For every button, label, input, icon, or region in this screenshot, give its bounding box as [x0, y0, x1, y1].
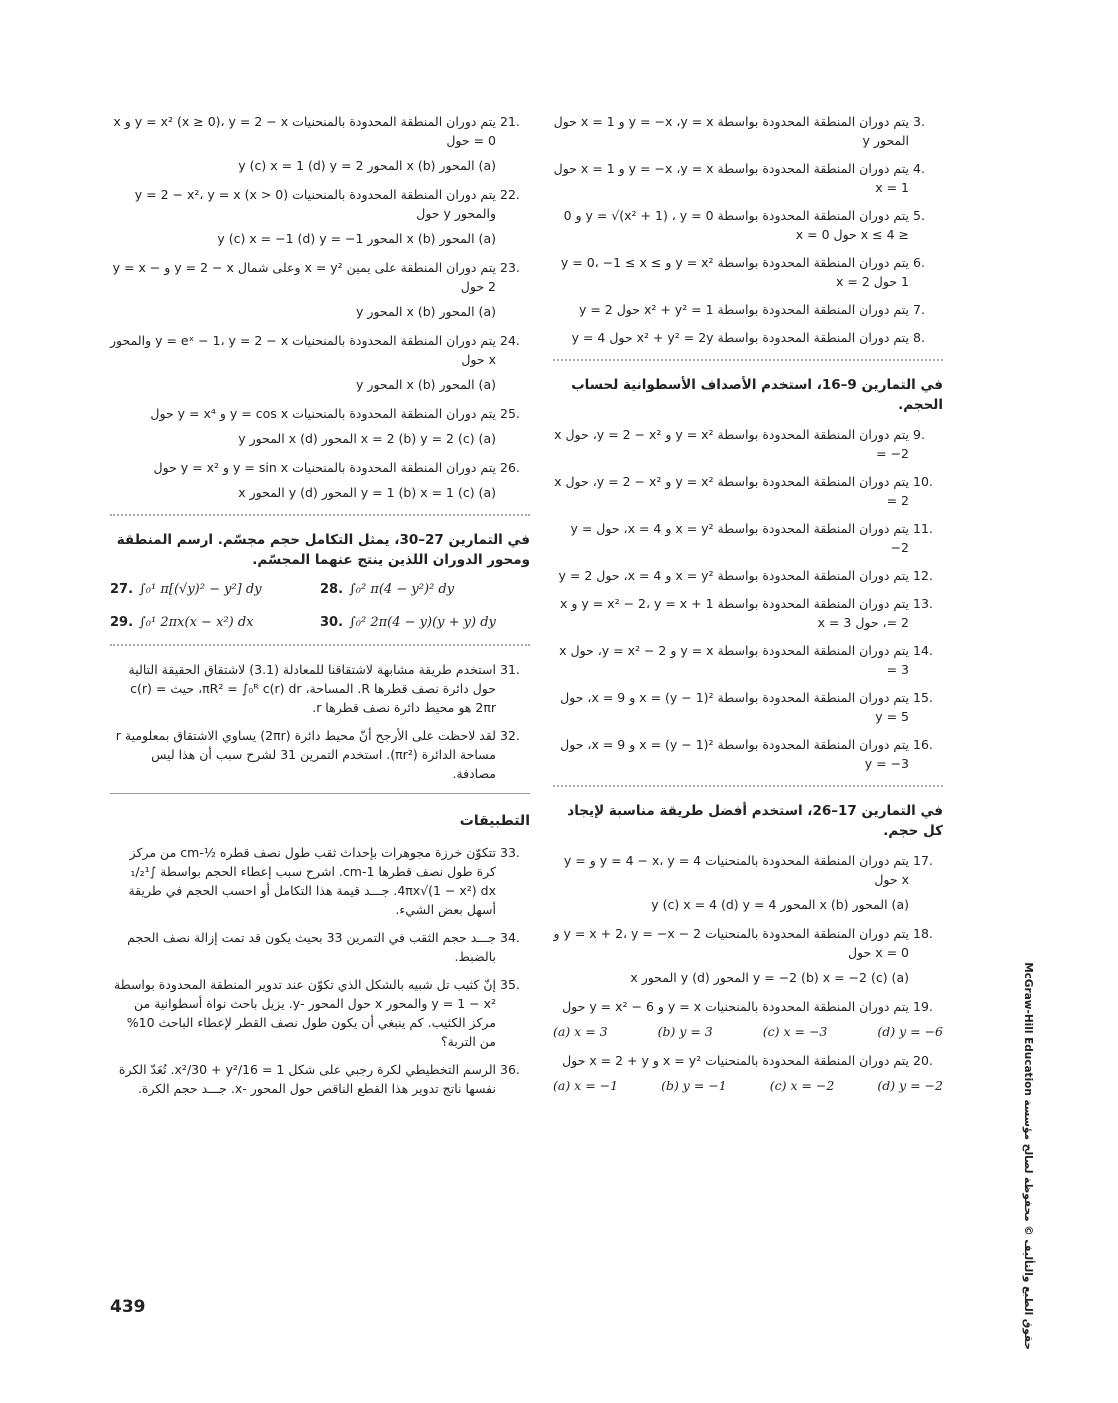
side-copyright: حقوق الطبع والتأليف © محفوظة لصالح مؤسسة McGraw-Hill Education	[1022, 962, 1034, 1350]
exercise-34	[110, 928, 530, 966]
option-b: (b) y = 3	[657, 1024, 713, 1039]
exercise-13	[553, 594, 943, 632]
exercise-number: 30.	[320, 615, 344, 630]
integral-exercises	[110, 580, 530, 632]
exercise-number: 20.	[913, 1053, 933, 1068]
exercise-number: 3.	[913, 114, 925, 129]
option-d: (d) y = −2	[877, 1078, 943, 1093]
applications-title: التطبيقات	[459, 813, 530, 829]
exercise-text: يتم دوران المنطقة المحدودة بواسطة x² + y² = 1 حول y = 2	[578, 302, 909, 317]
exercise-number: 16.	[913, 737, 933, 752]
exercise-18-options: (a) y = −2 (b) x = −2 (c) المحور y (d) المحور x	[630, 970, 909, 985]
right-column	[553, 112, 943, 1105]
exercise-25-options: (a) x = 2 (b) y = 2 (c) المحور x (d) المحور y	[238, 431, 496, 446]
exercise-21	[110, 112, 530, 150]
exercise-text: يتم دوران المنطقة المحدودة بواسطة x = y² و x = 4، حول y = −2	[570, 521, 909, 555]
exercise-number: 21.	[500, 114, 520, 129]
exercise-number: 34.	[500, 930, 520, 945]
integral-expression: ∫₀² π(4 − y²)² dy	[349, 582, 455, 597]
exercise-10	[553, 472, 943, 510]
exercise-number: 8.	[913, 330, 925, 345]
exercise-number: 32.	[500, 728, 520, 743]
option-c: (c) x = −2	[769, 1078, 835, 1093]
exercise-number: 24.	[500, 333, 520, 348]
exercise-text: تتكوّن خرزة مجوهرات بإحداث ثقب طول نصف قطره ½-cm من مركز كرة طول نصف قطرها 1-cm. اشرح سبب إعطاء الحجم بواسطة ∫₁/₂¹ 4πx√(1 − x²) dx. جـــد قيمة هذا التكامل أو احسب الحجم في طريقة أسهل بعض الشيء.	[128, 845, 496, 917]
exercise-text: يتم دوران المنطقة المحدودة بالمنحنيات y = eˣ − 1، y = 2 − x والمحور x حول	[110, 333, 496, 367]
dotted-divider	[110, 514, 530, 516]
dotted-divider	[110, 644, 530, 646]
exercise-number: 31.	[500, 662, 520, 677]
exercise-number: 12.	[913, 568, 933, 583]
exercise-number: 22.	[500, 187, 520, 202]
exercise-text: يتم دوران المنطقة المحدودة بالمنحنيات y = x و y = x² − 6 حول	[562, 999, 909, 1014]
exercise-19	[553, 997, 943, 1016]
exercise-text: يتم دوران المنطقة المحدودة بواسطة x² + y² = 2y حول y = 4	[571, 330, 909, 345]
exercise-20	[553, 1051, 943, 1070]
exercise-number: 15.	[913, 690, 933, 705]
exercise-17-options: (a) المحور x (b) المحور y (c) x = 4 (d) y = 4	[651, 897, 909, 912]
exercise-number: 11.	[913, 521, 933, 536]
exercise-text: يتم دوران المنطقة المحدودة بالمنحنيات y = 4 − x، y = 4 و y = x حول	[563, 853, 909, 887]
section-divider	[110, 793, 530, 794]
exercise-24-options: (a) المحور x (b) المحور y	[356, 377, 496, 392]
exercise-text: يتم دوران المنطقة المحدودة بواسطة x = (y − 1)² و x = 9، حول y = 5	[560, 690, 909, 724]
exercise-group-a	[553, 112, 943, 347]
exercise-35	[110, 975, 530, 1051]
exercise-17	[553, 851, 943, 889]
exercise-text: يتم دوران المنطقة المحدودة بواسطة y = x² − 2، y = x + 1 و x = 2، حول x = 3	[559, 596, 909, 630]
exercise-number: 28.	[320, 582, 344, 597]
exercise-6	[553, 253, 943, 291]
exercise-text: يتم دوران المنطقة المحدودة بواسطة y = x² و y = 0، ‎−1 ≤ x ≤ 1 حول x = 2	[560, 255, 909, 289]
exercise-number: 19.	[913, 999, 933, 1014]
exercise-22	[110, 185, 530, 223]
integral-30	[320, 613, 530, 632]
exercise-number: 18.	[913, 926, 933, 941]
exercise-group-b	[553, 425, 943, 773]
exercise-36	[110, 1060, 530, 1098]
exercise-19-options	[553, 1022, 943, 1041]
integral-expression: ∫₀² 2π(4 − y)(y + y) dy	[349, 615, 496, 630]
exercise-text: يتم دوران المنطقة المحدودة بالمنحنيات y = x² (x ≥ 0)، y = 2 − x و x = 0 حول	[113, 114, 496, 148]
exercise-25	[110, 404, 530, 423]
exercise-4	[553, 159, 943, 197]
integral-29	[110, 613, 320, 632]
exercise-20-options	[553, 1076, 943, 1095]
exercise-text: يتم دوران المنطقة على يمين x = y² وعلى شمال y = 2 − x و y = x − 2 حول	[112, 260, 496, 294]
exercise-22-options: (a) المحور x (b) المحور y (c) x = −1 (d) y = −1	[217, 231, 496, 246]
exercise-text: جـــد حجم الثقب في التمرين 33 بحيث يكون قد تمت إزالة نصف الحجم بالضبط.	[127, 930, 496, 964]
exercise-32	[110, 726, 530, 783]
exercise-number: 6.	[913, 255, 925, 270]
dotted-divider	[553, 785, 943, 787]
instruction-27-30: في التمارين 27–30، يمثل التكامل حجم مجسّم. ارسم المنطقة ومحور الدوران اللذين ينتج عنهما المجسّم.	[116, 532, 530, 568]
exercise-number: 36.	[500, 1062, 520, 1077]
integral-expression: ∫₀¹ π[(√y)² − y²] dy	[139, 582, 262, 597]
exercise-number: 7.	[913, 302, 925, 317]
exercise-number: 13.	[913, 596, 933, 611]
option-a: (a) x = −1	[553, 1078, 619, 1093]
exercise-number: 10.	[913, 474, 933, 489]
dotted-divider	[553, 359, 943, 361]
exercise-number: 23.	[500, 260, 520, 275]
exercise-text: يتم دوران المنطقة المحدودة بواسطة y = x² و y = 2 − x²، حول x = 2	[554, 474, 909, 508]
exercise-text: يتم دوران المنطقة المحدودة بالمنحنيات y = x + 2، y = −x − 2 و x = 0 حول	[553, 926, 909, 960]
exercise-text: استخدم طريقة مشابهة لاشتقاقنا للمعادلة (3.1) لاشتقاق الحقيقة التالية حول دائرة نصف قطرها R. المساحة، πR² = ∫₀ᴿ c(r) dr، حيث c(r) = 2πr هو محيط دائرة نصف قطرها r.	[128, 662, 496, 715]
exercise-14	[553, 641, 943, 679]
exercise-number: 33.	[500, 845, 520, 860]
exercise-text: يتم دوران المنطقة المحدودة بواسطة x = (y − 1)² و x = 9، حول y = −3	[560, 737, 909, 771]
exercise-number: 17.	[913, 853, 933, 868]
exercise-number: 4.	[913, 161, 925, 176]
integral-28	[320, 580, 530, 599]
exercise-text: يتم دوران المنطقة المحدودة بواسطة y = −x ،y = x و x = 1 حول المحور y	[553, 114, 909, 148]
exercise-15	[553, 688, 943, 726]
exercise-text: لقد لاحظت على الأرجح أنّ محيط دائرة (2πr) يساوي الاشتقاق بمعلومية r مساحة الدائرة (πr²). استخدم التمرين 31 لشرح سبب أن هذا ليس مصادفة.	[115, 728, 496, 781]
exercise-text: يتم دوران المنطقة المحدودة بالمنحنيات x = y² و x = 2 + y حول	[562, 1053, 909, 1068]
exercise-number: 9.	[913, 427, 925, 442]
exercise-31	[110, 660, 530, 717]
exercise-text: يتم دوران المنطقة المحدودة بواسطة y = √(x² + 1) ، y = 0 و 0 ≤ x ≤ 4 حول x = 0	[563, 208, 909, 242]
exercise-12	[553, 566, 943, 585]
exercise-text: يتم دوران المنطقة المحدودة بالمنحنيات y = sin x و y = x² حول	[153, 460, 496, 475]
exercise-text: يتم دوران المنطقة المحدودة بالمنحنيات y = cos x و y = x⁴ حول	[150, 406, 496, 421]
exercise-5	[553, 206, 943, 244]
exercise-text: الرسم التخطيطي لكرة رجبي على شكل x²/30 + y²/16 = 1. تُعَدّ الكرة نفسها ناتج تدوير هذا القطع الناقص حول المحور -x. جـــد حجم الكرة.	[118, 1062, 496, 1096]
exercise-number: 5.	[913, 208, 925, 223]
exercise-24	[110, 331, 530, 369]
exercise-23-options: (a) المحور x (b) المحور y	[356, 304, 496, 319]
exercise-text: يتم دوران المنطقة المحدودة بواسطة x = y² و x = 4، حول y = 2	[558, 568, 909, 583]
option-b: (b) y = −1	[661, 1078, 727, 1093]
exercise-number: 27.	[110, 582, 134, 597]
exercise-text: إنّ كثيب تل شبيه بالشكل الذي تكوّن عند تدوير المنطقة المحدودة بواسطة y = 1 − x² والمحور x حول المحور -y. يزيل باحث نواة أسطوانية من مركز الكثيب. كم ينبغي أن يكون طول نصف القطر لإعطاء الباحث 10% من التربة؟	[114, 977, 496, 1049]
instruction-17-26: في التمارين 17–26، استخدم أفضل طريقة مناسبة لإيجاد كل حجم.	[567, 803, 943, 839]
integral-27	[110, 580, 320, 599]
instruction-9-16: في التمارين 9–16، استخدم الأصداف الأسطوانية لحساب الحجم.	[571, 377, 943, 413]
exercise-11	[553, 519, 943, 557]
exercise-8	[553, 328, 943, 347]
exercise-text: يتم دوران المنطقة المحدودة بواسطة y = x² و y = 2 − x²، حول x = −2	[554, 427, 909, 461]
exercise-number: 14.	[913, 643, 933, 658]
exercise-33	[110, 843, 530, 919]
exercise-26-options: (a) y = 1 (b) x = 1 (c) المحور y (d) المحور x	[238, 485, 496, 500]
exercise-7	[553, 300, 943, 319]
option-a: (a) x = 3	[553, 1024, 608, 1039]
option-c: (c) x = −3	[762, 1024, 828, 1039]
exercise-9	[553, 425, 943, 463]
exercise-23	[110, 258, 530, 296]
exercise-16	[553, 735, 943, 773]
integral-expression: ∫₀¹ 2πx(x − x²) dx	[139, 615, 254, 630]
page-number: 439	[110, 1297, 146, 1317]
exercise-18	[553, 924, 943, 962]
exercise-26	[110, 458, 530, 477]
exercise-3	[553, 112, 943, 150]
exercise-text: يتم دوران المنطقة المحدودة بالمنحنيات y = 2 − x²، y = x (x > 0) والمحور y حول	[134, 187, 496, 221]
exercise-text: يتم دوران المنطقة المحدودة بواسطة y = x و y = x² − 2، حول x = 3	[559, 643, 909, 677]
exercise-number: 25.	[500, 406, 520, 421]
option-d: (d) y = −6	[877, 1024, 943, 1039]
exercise-number: 29.	[110, 615, 134, 630]
left-column	[110, 112, 530, 1107]
exercise-text: يتم دوران المنطقة المحدودة بواسطة y = −x ،y = x و x = 1 حول x = 1	[553, 161, 909, 195]
exercise-number: 26.	[500, 460, 520, 475]
exercise-number: 35.	[500, 977, 520, 992]
exercise-21-options: (a) المحور x (b) المحور y (c) x = 1 (d) y = 2	[238, 158, 496, 173]
